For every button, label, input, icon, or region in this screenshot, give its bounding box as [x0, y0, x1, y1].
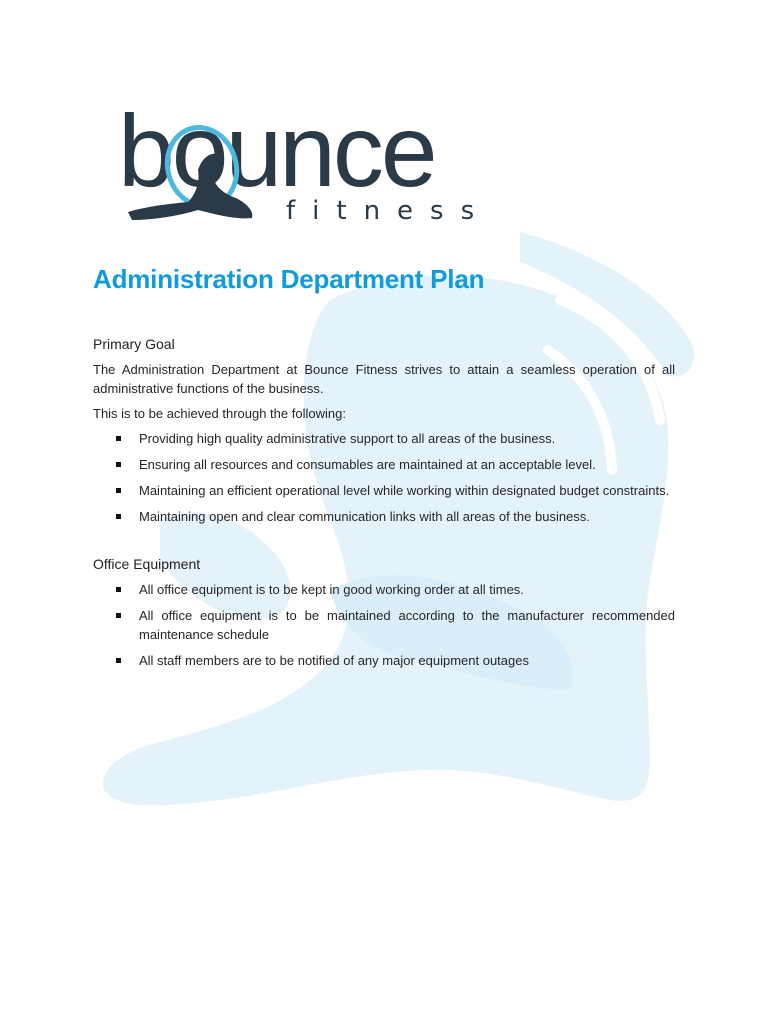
list-item-text: Providing high quality administrative support to all areas of the business. — [139, 431, 556, 446]
bullet-square-icon — [116, 514, 121, 519]
list-item — [93, 455, 675, 474]
list-item — [93, 606, 675, 644]
list-item — [93, 651, 675, 670]
paragraph: This is to be achieved through the following: — [93, 406, 346, 421]
list-item-text: All staff members are to be notified of any major equipment outages — [139, 653, 529, 668]
list-item — [93, 481, 675, 500]
list-item — [93, 429, 675, 448]
bullet-square-icon — [116, 613, 121, 618]
bullet-list — [93, 429, 675, 526]
list-item — [93, 507, 675, 526]
bounce-fitness-logo — [118, 94, 492, 230]
list-item-text: Maintaining open and clear communication links with all areas of the business. — [139, 509, 590, 524]
bullet-square-icon — [116, 587, 121, 592]
bullet-square-icon — [116, 488, 121, 493]
list-item-text: Maintaining an efficient operational level while working within designated budget constraints. — [139, 483, 670, 498]
section-heading-office-equipment: Office Equipment — [93, 556, 201, 572]
document-title: Administration Department Plan — [93, 264, 485, 294]
list-item-text: All office equipment is to be maintained according to the manufacturer recommended maintenance schedule — [139, 608, 675, 642]
bullet-square-icon — [116, 462, 121, 467]
list-item-text: Ensuring all resources and consumables are maintained at an acceptable level. — [139, 457, 596, 472]
bullet-square-icon — [116, 436, 121, 441]
paragraph: The Administration Department at Bounce Fitness strives to attain a seamless operation of all administrative functions of the business. — [93, 362, 675, 396]
logo-wordmark: bounce — [118, 94, 435, 208]
bullet-square-icon — [116, 658, 121, 663]
list-item — [93, 580, 675, 599]
document-body — [93, 262, 675, 677]
bullet-list — [93, 580, 675, 670]
list-item-text: All office equipment is to be kept in good working order at all times. — [139, 582, 524, 597]
logo-subtitle: fitness — [286, 196, 492, 226]
section-heading-primary-goal: Primary Goal — [93, 336, 175, 352]
